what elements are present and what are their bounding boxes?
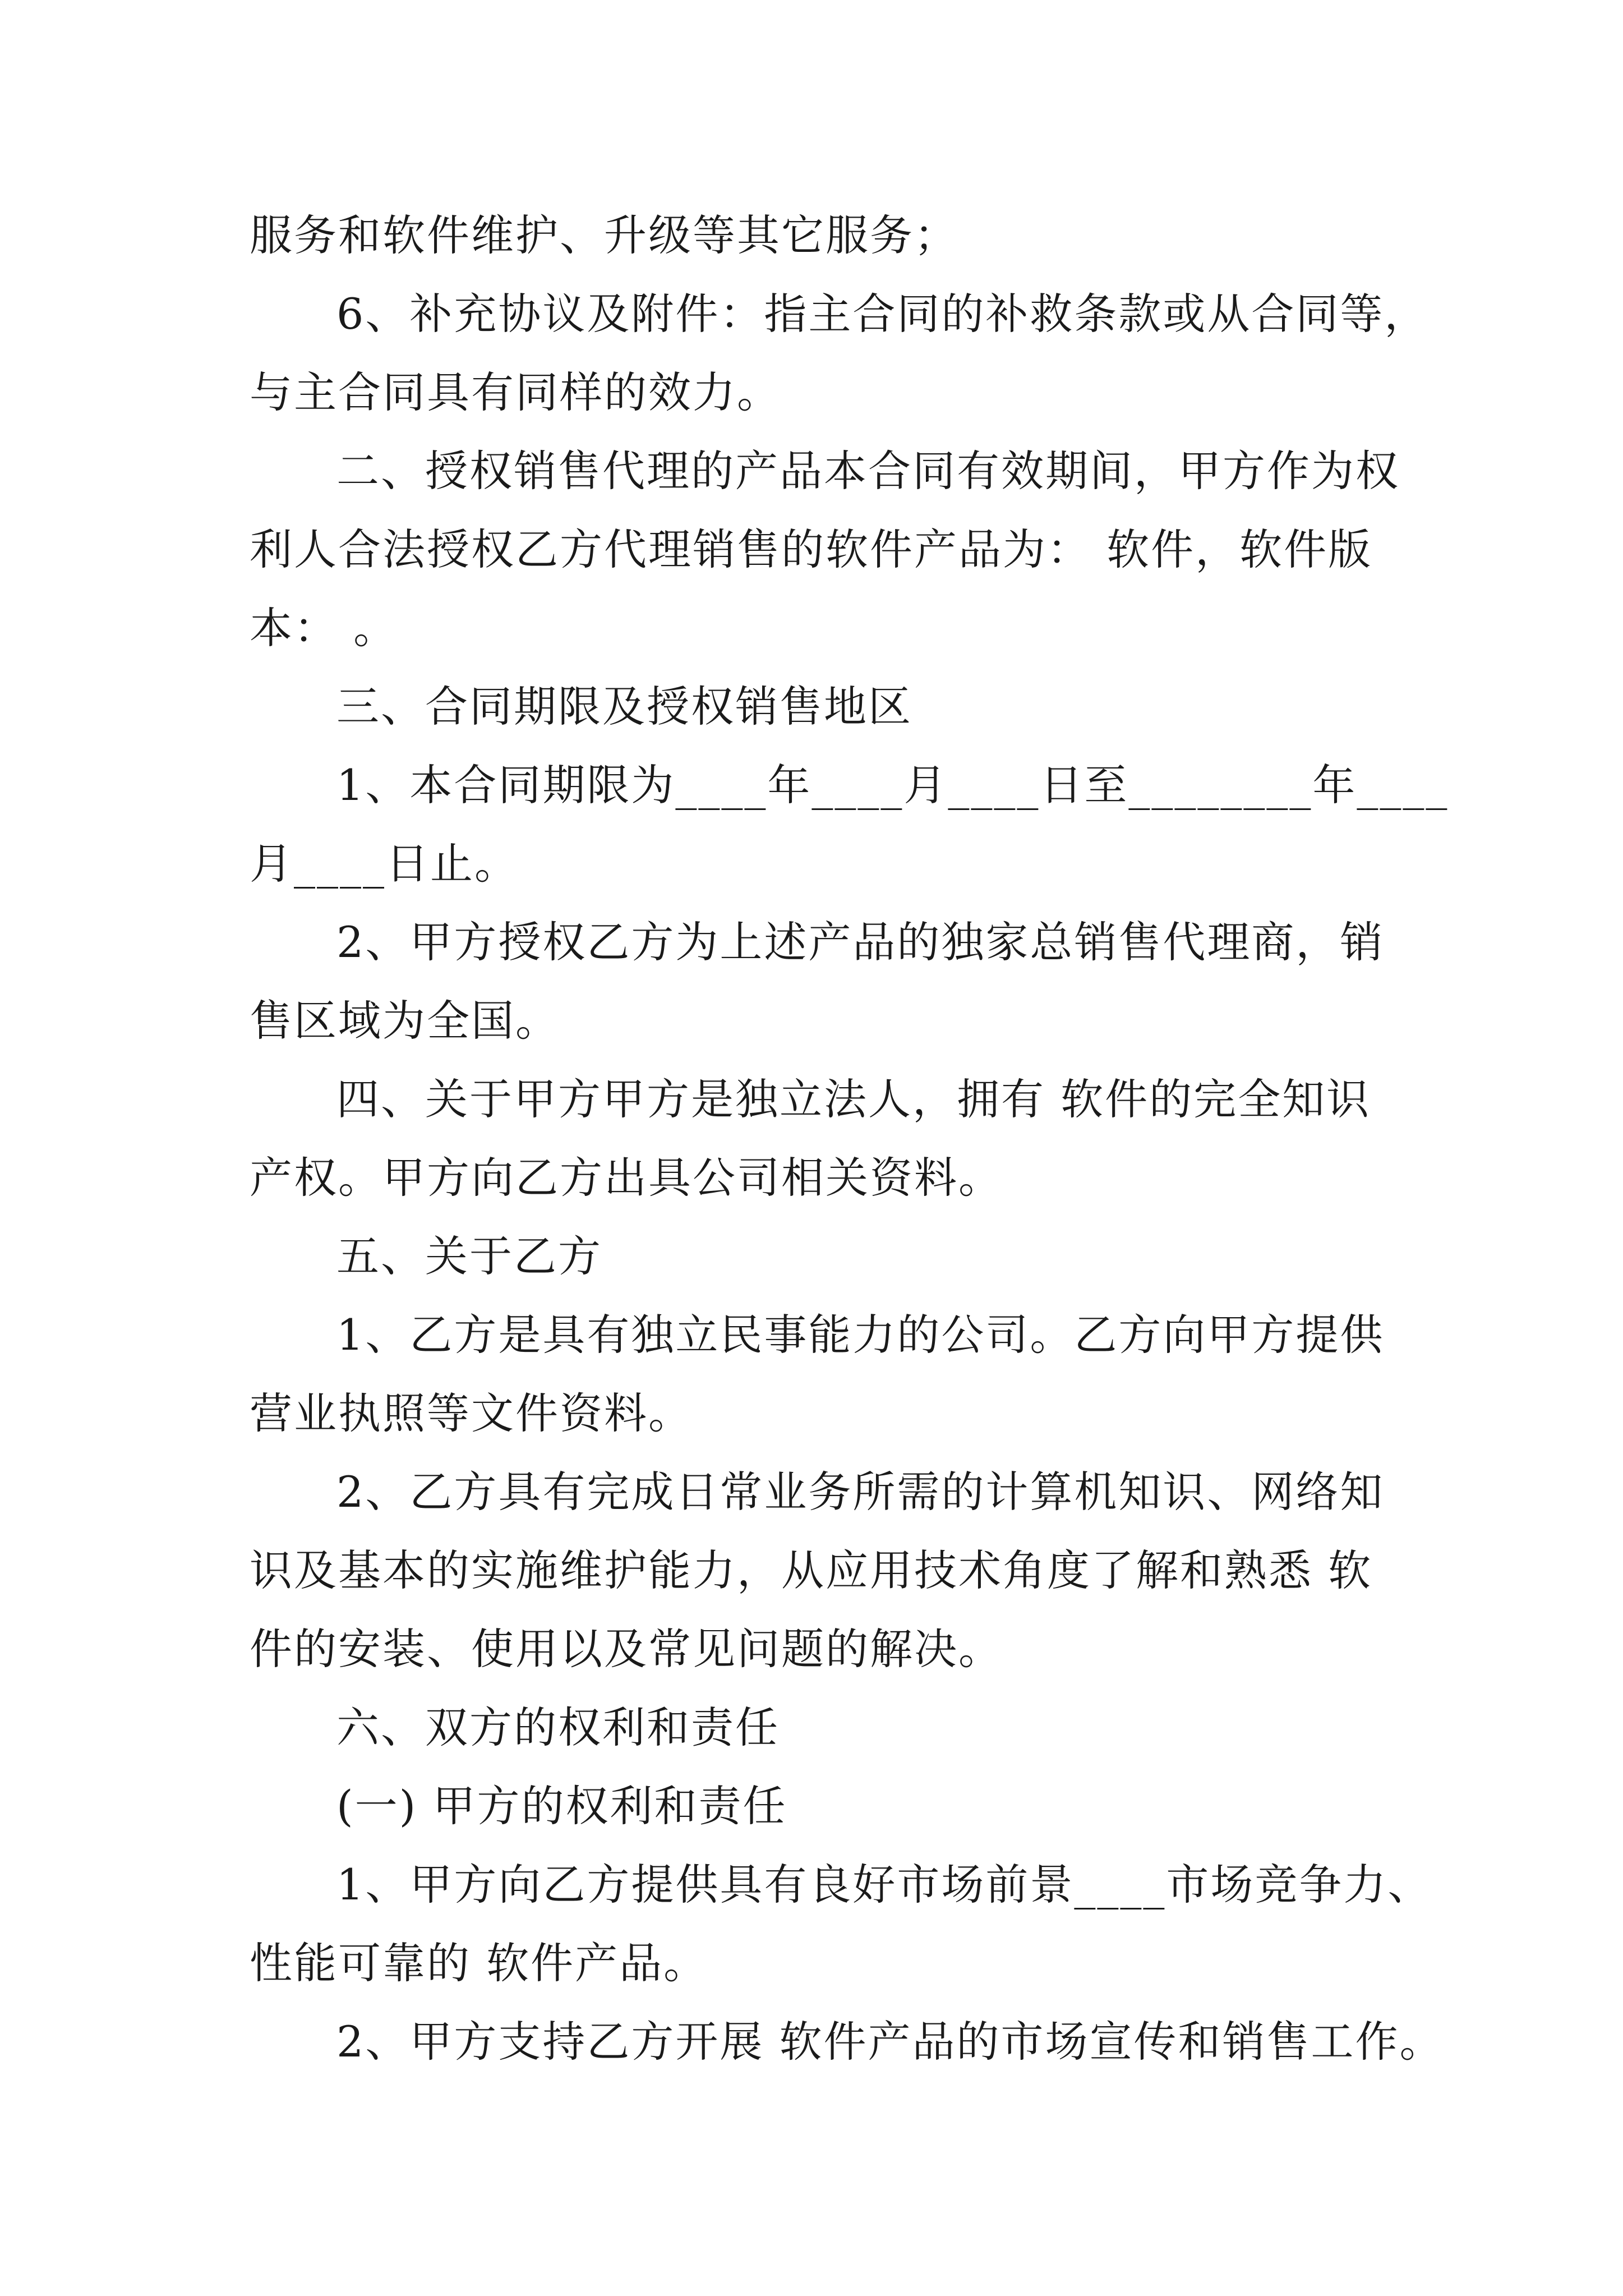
- text-line: 六、双方的权利和责任: [336, 1703, 780, 1752]
- text-line: 产权。甲方向乙方出具公司相关资料。: [250, 1153, 1003, 1203]
- text-line: 利人合法授权乙方代理销售的软件产品为： 软件，软件版: [250, 524, 1373, 574]
- text-line: 性能可靠的 软件产品。: [250, 1938, 708, 1988]
- text-line: 2、乙方具有完成日常业务所需的计算机知识、网络知: [336, 1467, 1385, 1517]
- text-line: 2、甲方支持乙方开展 软件产品的市场宣传和销售工作。: [336, 2017, 1444, 2067]
- text-line: (一) 甲方的权利和责任: [336, 1781, 787, 1831]
- text-line: 本： 。: [250, 603, 398, 653]
- text-line: 6、补充协议及附件：指主合同的补救条款或从合同等，: [336, 289, 1429, 339]
- text-line: 四、关于甲方甲方是独立法人，拥有 软件的完全知识: [336, 1074, 1371, 1124]
- text-line: 服务和软件维护、升级等其它服务；: [250, 210, 958, 260]
- text-line: 二、授权销售代理的产品本合同有效期间，甲方作为权: [336, 446, 1400, 496]
- text-line: 五、关于乙方: [336, 1231, 602, 1281]
- text-line: 件的安装、使用以及常见问题的解决。: [250, 1624, 1003, 1674]
- text-line: 1、本合同期限为____年____月____日至________年____: [336, 760, 1449, 810]
- text-line: 月____日止。: [250, 839, 519, 889]
- text-line: 售区域为全国。: [250, 996, 560, 1046]
- text-line: 1、乙方是具有独立民事能力的公司。乙方向甲方提供: [336, 1310, 1385, 1360]
- text-line: 1、甲方向乙方提供具有良好市场前景____市场竞争力、: [336, 1860, 1432, 1910]
- text-line: 与主合同具有同样的效力。: [250, 367, 781, 417]
- text-line: 三、合同期限及授权销售地区: [336, 682, 912, 731]
- text-line: 2、甲方授权乙方为上述产品的独家总销售代理商，销: [336, 917, 1385, 967]
- text-line: 营业执照等文件资料。: [250, 1388, 693, 1438]
- text-line: 识及基本的实施维护能力，从应用技术角度了解和熟悉 软: [250, 1545, 1373, 1595]
